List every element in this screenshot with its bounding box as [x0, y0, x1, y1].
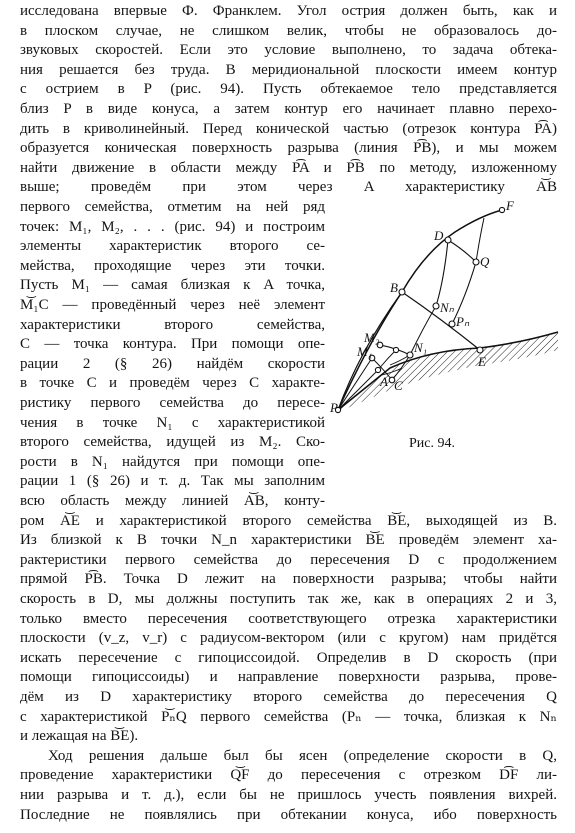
text-line: ния решается без труда. В меридиональной плоскости имеем контур	[20, 61, 557, 78]
label-p: P	[330, 400, 338, 415]
text-line: плоскости (v_z, v_r) с радиусом-вектором (или с кругом) нам придётся	[20, 630, 557, 647]
text-line: найти движение в области между P͡A и P͡B по методу, изложенному	[20, 159, 557, 176]
text-line: точек: M₁, M₂, . . . (рис. 94) и построим	[20, 218, 325, 235]
text-line: элементы характеристик второго се-	[20, 238, 325, 255]
text-line: мейства, проходящие через эти точки.	[20, 257, 325, 274]
text-line: искать пересечение с гипоциссоидой. Определив в D скорость (при	[20, 649, 557, 666]
label-pn: Pₙ	[456, 314, 470, 329]
text-line: характеристики второго семейства,	[20, 316, 325, 333]
text-line: в плоском случае, не слишком велик, чтобы не образовалось до-	[20, 22, 557, 39]
label-nn: Nₙ	[440, 300, 454, 315]
text-line: рактеристики первого семейства до пересечения D с продолжением	[20, 551, 557, 568]
text-line: Ход решения дальше был бы ясен (определение скорости в Q,	[48, 747, 557, 764]
label-b: B	[390, 280, 398, 295]
text-line: всю область между линией A͝B, конту-	[20, 493, 325, 509]
text-line: с характеристикой P͝ₙQ первого семейства (Pₙ — точка, близкая к Nₙ	[20, 708, 557, 725]
text-line: ристику первого семейства до пересе-	[20, 395, 325, 411]
text-line: и лежащая на B͝E).	[20, 728, 139, 745]
figure-94	[330, 200, 560, 460]
text-line: исследована впервые Ф. Франклем. Угол острия должен быть, как и	[20, 3, 557, 19]
text-line: помощи гипоциссоиды) и направление поверхности разрыва, прове-	[20, 669, 557, 686]
text-line: C — точка контура. При помощи опе-	[20, 336, 325, 353]
characteristic-dq	[448, 240, 476, 262]
text-line: близ P в виде конуса, а затем контур его начинает плавно перехо-	[20, 101, 557, 117]
text-line: с острием в P (рис. 94). Пусть обтекаемое тело представляется	[20, 81, 557, 98]
text-line: выше; проведём при этом через A характеристику A͝B	[20, 179, 557, 196]
label-f: F	[506, 200, 514, 213]
text-line: Последние не появлялись при обтекании конуса, ибо поверхность	[20, 806, 557, 823]
text-line: проведение характеристики Q͝F до пересечения с отрезком D͡F ли-	[20, 767, 557, 784]
text-line: M͝₁C — проведённый через неё элемент	[20, 297, 325, 313]
text-line: второго семейства, идущей из M₂. Ско-	[20, 434, 325, 451]
label-a: A	[380, 374, 388, 389]
label-m1: M₁	[357, 344, 373, 359]
text-line: прямой P͡B. Точка D лежит на поверхности разрыва; чтобы найти	[20, 571, 557, 588]
text-line: Пусть M₁ — самая близкая к A точка,	[20, 277, 325, 294]
text-line: только вместо пересечения соответствующего отрезка характеристики	[20, 610, 557, 627]
characteristic-nnd	[436, 240, 448, 306]
label-m2: M₂	[364, 330, 380, 345]
figure-caption: Рис. 94.	[409, 436, 455, 451]
nodes	[335, 207, 504, 412]
text-line: дём из D характеристику второго семейства до пересечения Q	[20, 689, 557, 705]
text-line: рости в N₁ найдутся при помощи опе-	[20, 453, 325, 470]
text-line: первого семейства, отметим на ней ряд	[20, 199, 325, 215]
text-line: чения в точке N₁ с характеристикой	[20, 414, 325, 431]
text-line: дить в криволинейный. Перед конической частью (отрезок контура P͡A)	[20, 120, 557, 137]
text-line: рации 1 (§ 26) и т. д. Так мы заполним	[20, 473, 325, 490]
text-line: нии разрыва и т. д.), если бы не пришлось учесть появления вихрей.	[20, 787, 557, 803]
label-e: E	[478, 354, 486, 369]
shock-line	[338, 210, 502, 410]
label-c: C	[394, 378, 403, 393]
text-line: Из близкой к B точки N_n характеристики B͝E проведём элемент ха-	[20, 532, 557, 549]
text-line: ром A͝E и характеристикой второго семейства B͝E, выходящей из B.	[20, 512, 557, 529]
characteristics-diagram	[330, 200, 560, 445]
label-n1: N₁	[414, 340, 428, 355]
text-line: образуется коническая поверхность разрыва (линия P͡B), и мы можем	[20, 140, 557, 157]
text-line: звуковых скоростей. Если это условие выполнено, то задача обтека-	[20, 42, 557, 59]
text-line: в точке C и проведём через C характе-	[20, 375, 325, 392]
text-line: скорость в D, мы должны поступить так же, как в операциях 2 и 3,	[20, 591, 557, 607]
text-line: рации 2 (§ 26) найдём скорости	[20, 355, 325, 372]
label-d: D	[434, 228, 444, 243]
label-q: Q	[480, 254, 490, 269]
